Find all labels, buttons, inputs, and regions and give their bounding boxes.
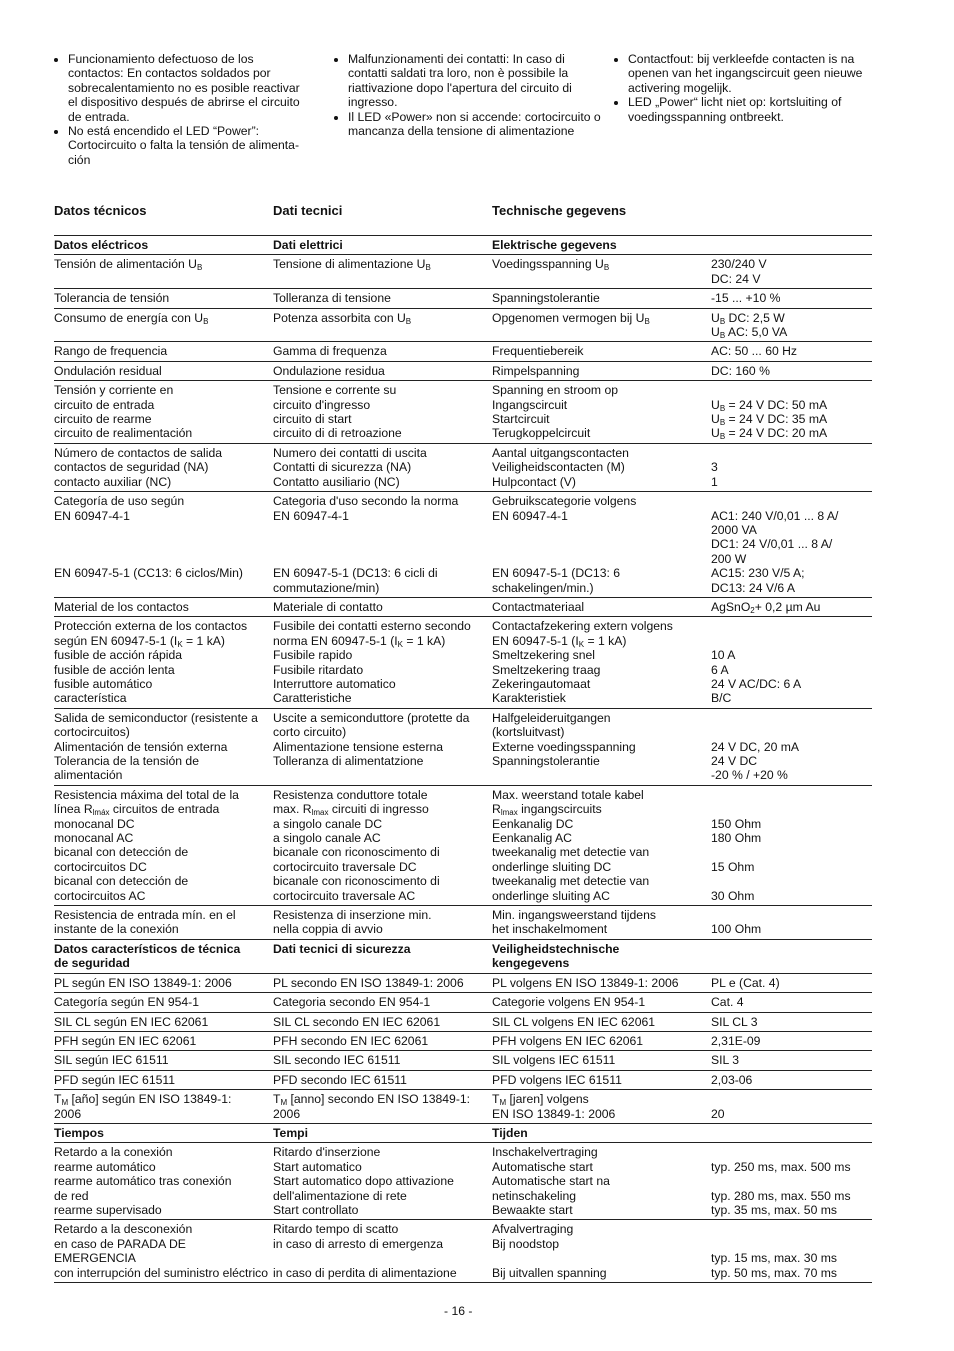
cell-it: SIL CL secondo EN IEC 62061 [273,1012,492,1031]
cell-value [711,236,872,255]
cell-value: AC: 50 ... 60 Hz [711,342,872,361]
table-row [54,361,872,380]
cell-it: Ritardo d'inserzione Start automatico Start automatico dopo attivazione dell'alimentazione di rete Start controllato [273,1143,492,1220]
cell-value: typ. 15 ms, max. 30 ms typ. 50 ms, max. 70 ms [711,1220,872,1283]
cell-it: Fusibile dei contatti esterno secondo norma EN 60947-5-1 ($I_K = 1$ kA) Fusibile rapido Fusibile ritardato Interruttore automatico Caratteristiche [273,617,492,708]
cell-nl: Gebruikscategorie volgens EN 60947-4-1 EN 60947-5-1 (DC13: 6 schakelingen/min.) [492,492,711,598]
table-row [54,1051,872,1070]
table-row [54,308,872,342]
cell-value: 230/240 V DC: 24 V [711,255,872,289]
cell-nl: Inschakelvertraging Automatische start Automatische start na netinschakeling Bewaakte start [492,1143,711,1220]
cell-es: Retardo a la conexión rearme automático rearme automático tras conexión de red rearme supervisado [54,1143,273,1220]
cell-nl: Categorie volgens EN 954-1 [492,993,711,1012]
table-row [54,973,872,992]
cell-es: Categoría según EN 954-1 [54,993,273,1012]
cell-value: $U_B = 24$ V DC: 50 mA $U_B = 24$ V DC: 35 mA $U_B = 24$ V DC: 20 mA [711,381,872,444]
cell-es: Salida de semiconductor (resistente a cortocircuitos) Alimentación de tensión externa Tolerancia de la tensión de alimentación [54,708,273,785]
cell-it: PFD secondo IEC 61511 [273,1070,492,1089]
cell-value [711,1123,872,1142]
cell-it: Numero dei contatti di uscita Contatti di sicurezza (NA) Contatto ausiliario (NC) [273,443,492,491]
cell-value: 100 Ohm [711,906,872,940]
cell-nl: Spanningstolerantie [492,289,711,308]
table-row [54,492,872,598]
section-header-row [54,939,872,973]
cell-nl: Afvalvertraging Bij noodstop Bij uitvallen spanning [492,1220,711,1283]
cell-it: Tempi [273,1123,492,1142]
cell-it: Categoria d'uso secondo la norma EN 60947-4-1 EN 60947-5-1 (DC13: 6 cicli di commutazione/min) [273,492,492,598]
table-row [54,1220,872,1283]
cell-value: -15 ... +10 % [711,289,872,308]
note-item: • LED „Power“ licht niet op: kortsluiting of voedingsspanning ontbreekt. [628,95,872,124]
cell-es: PFD según IEC 61511 [54,1070,273,1089]
cell-it: Ondulazione residua [273,361,492,380]
cell-value: 24 V DC, 20 mA 24 V DC -20 % / +20 % [711,708,872,785]
section-header-row [54,236,872,255]
cell-es: Protección externa de los contactos según EN 60947-5-1 ($I_K = 1$ kA) fusible de acción rápida fusible de acción lenta fusible automático característica [54,617,273,708]
table-row [54,1143,872,1220]
cell-nl: SIL CL volgens EN IEC 62061 [492,1012,711,1031]
cell-value: PL e (Cat. 4) [711,973,872,992]
cell-es: Tiempos [54,1123,273,1142]
cell-it: Gamma di frequenza [273,342,492,361]
cell-nl: Halfgeleideruitgangen (kortsluitvast) Externe voedingsspanning Spanningstolerantie [492,708,711,785]
cell-nl: Contactafzekering extern volgens EN 60947-5-1 ($I_K = 1$ kA) Smeltzekering snel Smeltzekering traag Zekeringautomaat Karakteristiek [492,617,711,708]
cell-nl: Opgenomen vermogen bij $U_B$ [492,308,711,342]
cell-es: Tensión y corriente en circuito de entrada circuito de rearme circuito de realimentación [54,381,273,444]
cell-es: SIL según IEC 61511 [54,1051,273,1070]
page-number: - 16 - [444,1304,473,1318]
cell-es: Datos eléctricos [54,236,273,255]
cell-it: Tensione di alimentazione $U_B$ [273,255,492,289]
cell-value: 150 Ohm 180 Ohm 15 Ohm 30 Ohm [711,785,872,905]
cell-nl: $T_M$ [jaren] volgens EN ISO 13849-1: 2006 [492,1090,711,1124]
cell-es: Rango de frequencia [54,342,273,361]
cell-value: 2,03-06 [711,1070,872,1089]
table-row [54,255,872,289]
notes-es [54,52,312,167]
cell-it: Resistenza di inserzione min. nella coppia di avvio [273,906,492,940]
cell-es: Tensión de alimentación $U_B$ [54,255,273,289]
table-row [54,289,872,308]
notes-it [334,52,604,167]
cell-es: Resistencia de entrada mín. en el instante de la conexión [54,906,273,940]
cell-nl: Aantal uitgangscontacten Veiligheidscontacten (M) Hulpcontact (V) [492,443,711,491]
cell-value: SIL 3 [711,1051,872,1070]
cell-it: Resistenza conduttore totale max. $R_{lmax}$ circuiti di ingresso a singolo canale DC a singolo canale AC bicanale con riconoscimento di cortocircuito traversale DC bicanale con riconoscimento di cortocircuito traversale AC [273,785,492,905]
cell-it: Categoria secondo EN 954-1 [273,993,492,1012]
cell-it: Tolleranza di tensione [273,289,492,308]
cell-nl: Max. weerstand totale kabel $R_{lmax}$ ingangscircuits Eenkanalig DC Eenkanalig AC tweekanalig met detectie van onderlinge sluiting DC tweekanalig met detectie van onderlinge sluiting AC [492,785,711,905]
table-row [54,1090,872,1124]
cell-es: PL según EN ISO 13849-1: 2006 [54,973,273,992]
table-row [54,381,872,444]
cell-nl: Veiligheidstechnische kengegevens [492,939,711,973]
cell-es: Tolerancia de tensión [54,289,273,308]
table-row [54,597,872,616]
troubleshooting-notes [54,52,872,167]
heading-es: Datos técnicos [54,203,147,218]
cell-es: Retardo a la desconexión en caso de PARADA DE EMERGENCIA con interrupción del suministro eléctrico [54,1220,273,1283]
cell-value: AC1: 240 V/0,01 ... 8 A/ 2000 VA DC1: 24 V/0,01 ... 8 A/ 200 W AC15: 230 V/5 A; DC13: 24 V/6 A [711,492,872,598]
cell-es: SIL CL según EN IEC 62061 [54,1012,273,1031]
cell-es: Resistencia máxima del total de la línea $R_{lmáx}$ circuitos de entrada monocanal DC monocanal AC bicanal con detección de cortocircuitos DC bicanal con detección de cortocircuitos AC [54,785,273,905]
cell-it: Tensione e corrente su circuito d'ingresso circuito di start circuito di di retroazione [273,381,492,444]
table-row [54,617,872,708]
cell-it: Materiale di contatto [273,597,492,616]
cell-es: Consumo de energía con $U_B$ [54,308,273,342]
cell-it: SIL secondo IEC 61511 [273,1051,492,1070]
table-row [54,443,872,491]
cell-value: 10 A 6 A 24 V AC/DC: 6 A B/C [711,617,872,708]
cell-it: PFH secondo EN IEC 62061 [273,1031,492,1050]
cell-nl: Spanning en stroom op Ingangscircuit Startcircuit Terugkoppelcircuit [492,381,711,444]
note-item: • Malfunzionamenti dei contatti: In caso di contatti saldati tra loro, non è possibile la riattivazione dopo l'apertura del circuito di ingresso. [348,52,604,110]
table-row [54,1070,872,1089]
cell-it: Potenza assorbita con $U_B$ [273,308,492,342]
table-row [54,993,872,1012]
cell-nl: Elektrische gegevens [492,236,711,255]
cell-value: SIL CL 3 [711,1012,872,1031]
cell-value [711,939,872,973]
cell-es: Material de los contactos [54,597,273,616]
cell-it: Dati tecnici di sicurezza [273,939,492,973]
cell-nl: Min. ingangsweerstand tijdens het inschakelmoment [492,906,711,940]
cell-it: Ritardo tempo di scatto in caso di arresto di emergenza in caso di perdita di alimentazione [273,1220,492,1283]
cell-nl: Voedingsspanning $U_B$ [492,255,711,289]
table-row [54,708,872,785]
cell-nl: SIL volgens IEC 61511 [492,1051,711,1070]
cell-nl: Contactmateriaal [492,597,711,616]
technical-data-table [54,235,872,1283]
cell-value: 3 1 [711,443,872,491]
note-item: • Funcionamiento defectuoso de los contactos: En contactos soldados por sobrecalentamiento no es posible reactivar el dispositivo después de abrirse el circuito de entrada. [68,52,312,124]
table-row [54,342,872,361]
cell-es: $T_M$ [año] según EN ISO 13849-1: 2006 [54,1090,273,1124]
cell-it: PL secondo EN ISO 13849-1: 2006 [273,973,492,992]
cell-es: Categoría de uso según EN 60947-4-1 EN 60947-5-1 (CC13: 6 ciclos/Min) [54,492,273,598]
cell-it: $T_M$ [anno] secondo EN ISO 13849-1: 2006 [273,1090,492,1124]
note-item: • Contactfout: bij verkleefde contacten is na openen van het ingangscircuit geen nieuwe activering mogelijk. [628,52,872,95]
cell-it: Uscite a semiconduttore (protette da corto circuito) Alimentazione tensione esterna Tolleranza di alimentatzione [273,708,492,785]
cell-value: Cat. 4 [711,993,872,1012]
table-row [54,1031,872,1050]
heading-nl: Technische gegevens [492,203,627,218]
document-page [54,52,872,1318]
cell-nl: PL volgens EN ISO 13849-1: 2006 [492,973,711,992]
cell-value: 2,31E-09 [711,1031,872,1050]
cell-es: Datos característicos de técnica de seguridad [54,939,273,973]
cell-nl: PFH volgens EN IEC 62061 [492,1031,711,1050]
notes-nl [614,52,872,167]
cell-es: Ondulación residual [54,361,273,380]
cell-nl: Frequentiebereik [492,342,711,361]
note-item: • Il LED «Power» non si accende: cortocircuito o mancanza della tensione di alimentazione [348,110,604,139]
cell-value: 20 [711,1090,872,1124]
cell-es: PFH según EN IEC 62061 [54,1031,273,1050]
table-row [54,1012,872,1031]
cell-es: Número de contactos de salida contactos de seguridad (NA) contacto auxiliar (NC) [54,443,273,491]
cell-value: $U_B$ DC: 2,5 W $U_B$ AC: 5,0 VA [711,308,872,342]
cell-nl: Rimpelspanning [492,361,711,380]
cell-value: typ. 250 ms, max. 500 ms typ. 280 ms, max. 550 ms typ. 35 ms, max. 50 ms [711,1143,872,1220]
note-item: • No está encendido el LED “Power”: Cortocircuito o falta la tensión de alimenta-ción [68,124,312,167]
cell-nl: Tijden [492,1123,711,1142]
cell-it: Dati elettrici [273,236,492,255]
table-row [54,906,872,940]
cell-value: AgSnO$_2$+ 0,2 µm Au [711,597,872,616]
section-header-row [54,1123,872,1142]
heading-it: Dati tecnici [273,203,343,218]
cell-nl: PFD volgens IEC 61511 [492,1070,711,1089]
table-row [54,785,872,905]
cell-value: DC: 160 % [711,361,872,380]
